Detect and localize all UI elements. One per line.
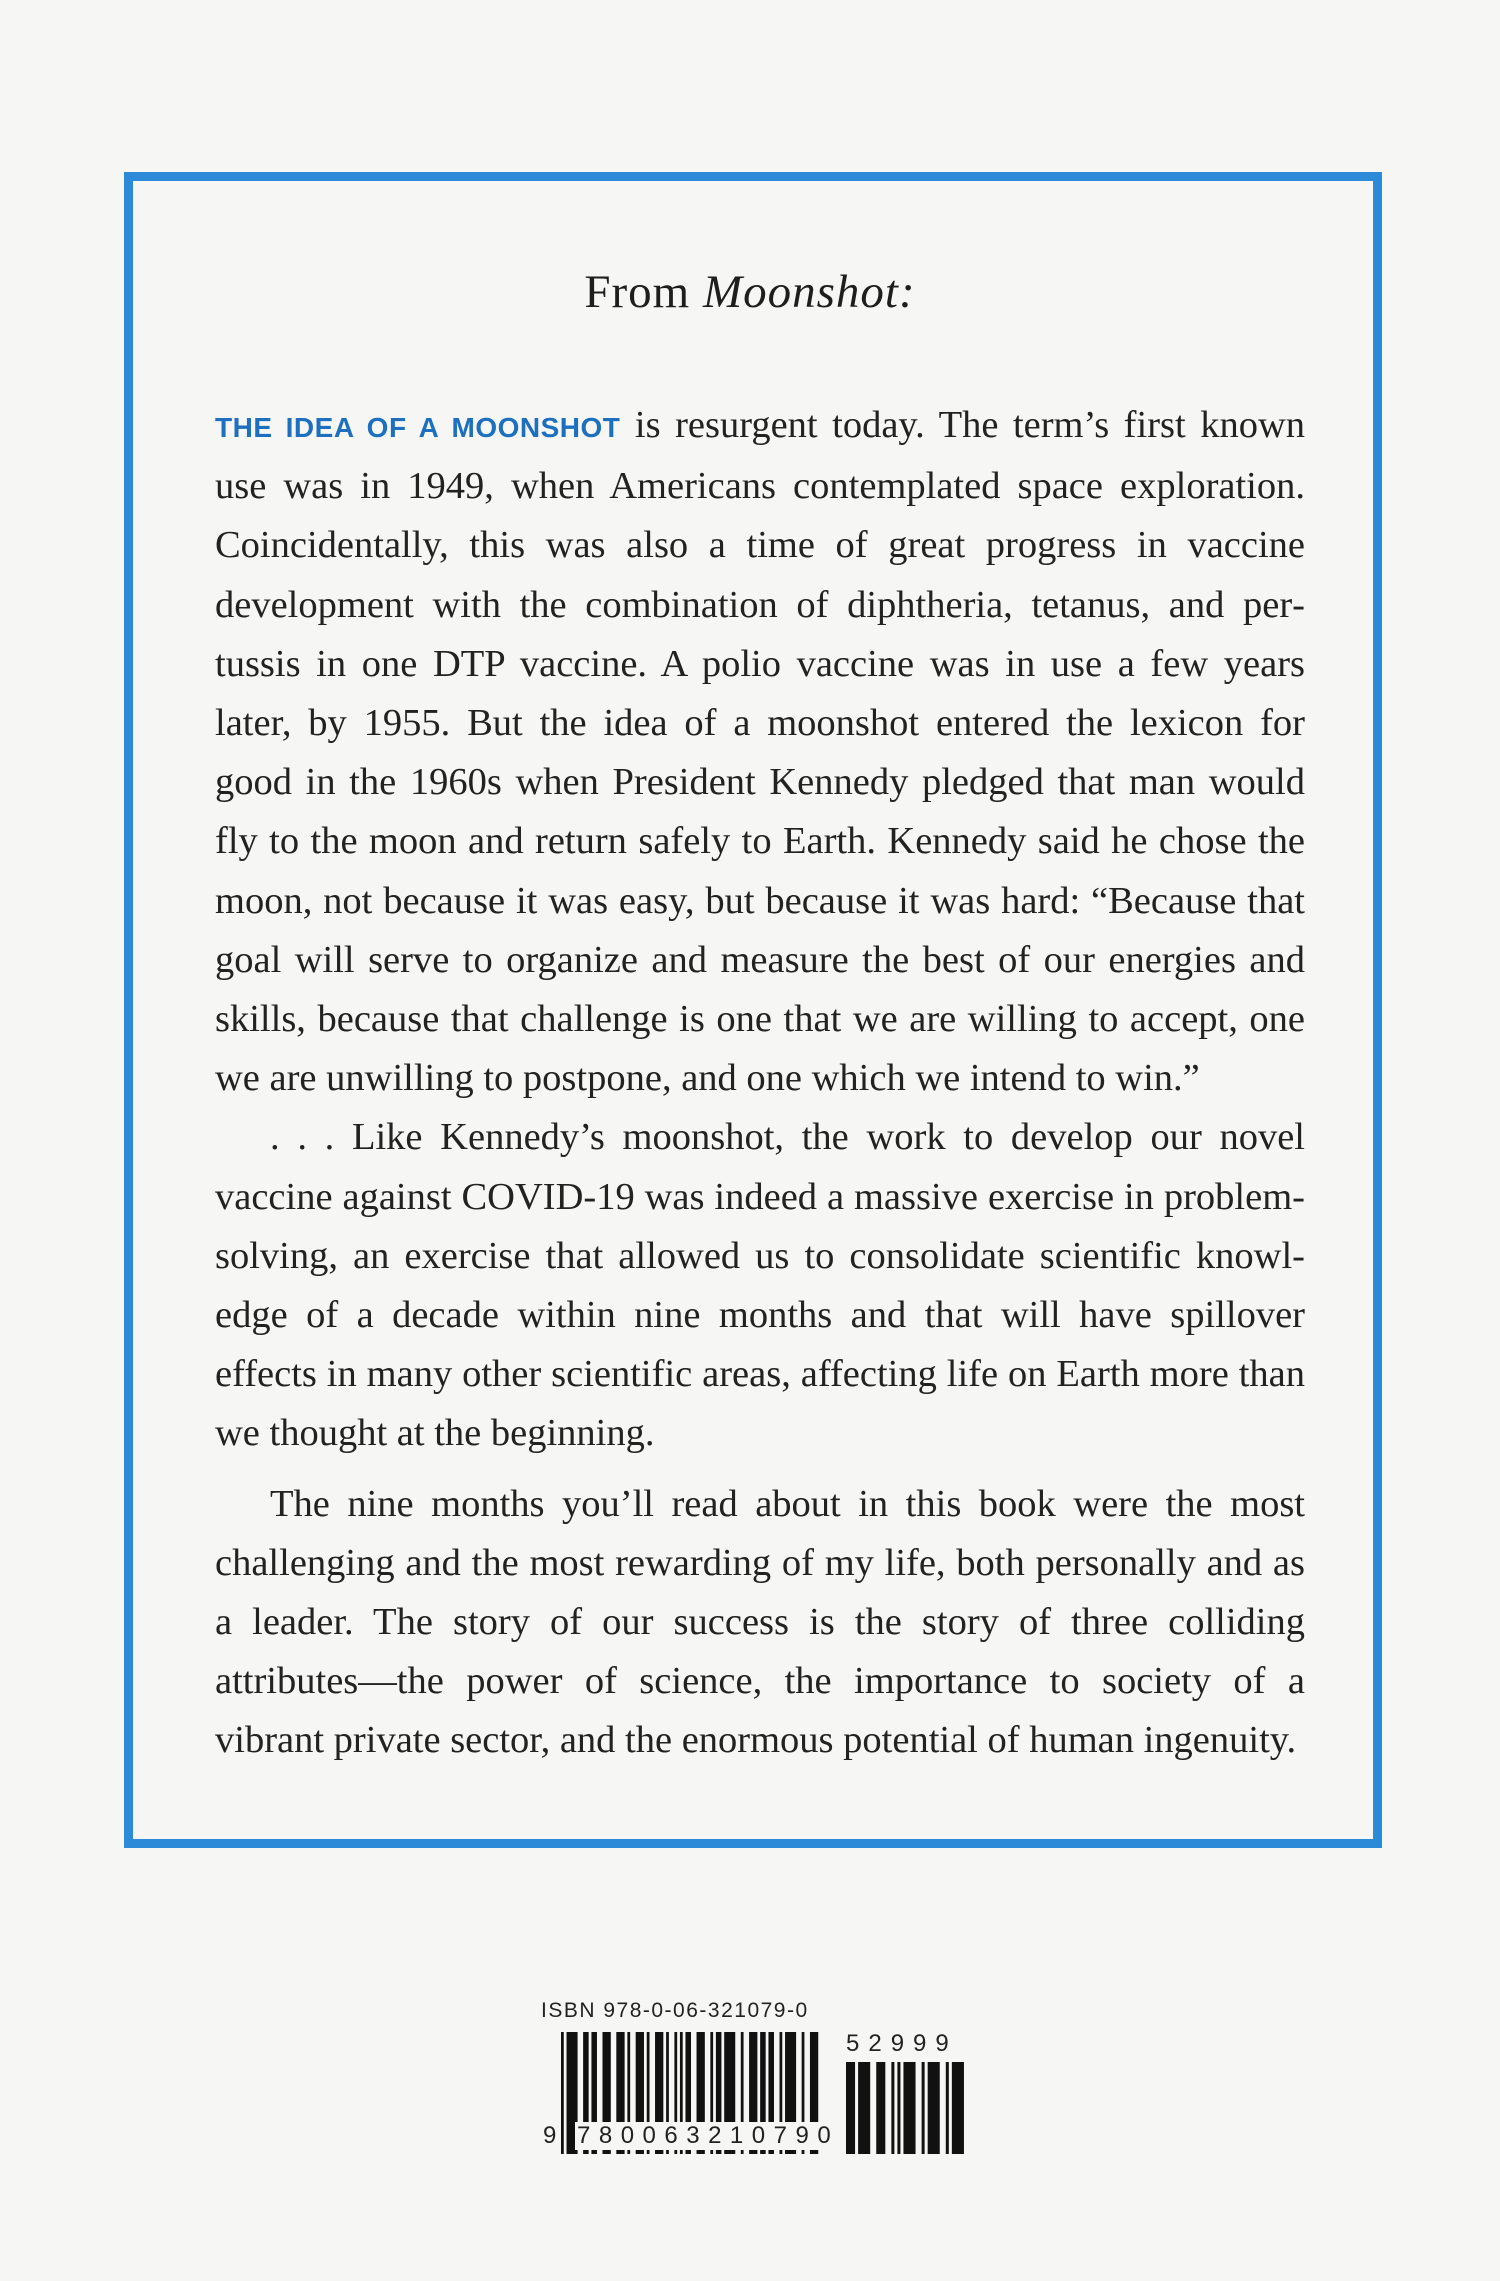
- barcode-bar: [561, 2032, 564, 2154]
- barcode-bar: [946, 2062, 949, 2154]
- barcode-bar: [928, 2062, 940, 2154]
- excerpt-paragraph-1: [215, 396, 1305, 1108]
- barcode-bar: [858, 2062, 870, 2154]
- lead-in-caps: THE IDEA OF A MOONSHOT: [215, 412, 621, 443]
- excerpt-paragraph-2: . . . Like Kennedy’s moonshot, the work to develop our novel vaccine against COVID-19 was indeed a massive exercise in problemsolving, an exercise that allowed us to consolidate scientific knowledge of a decade within nine months and that will have spillover effects in many other scientific areas, affecting life on Earth more than we thought at the beginning.: [215, 1116, 1305, 1455]
- barcode-bar: [922, 2062, 925, 2154]
- heading-prefix: From: [584, 266, 703, 318]
- book-title: Moonshot:: [702, 266, 916, 318]
- barcode-bar: [952, 2062, 964, 2154]
- excerpt-body: [215, 396, 1305, 1771]
- barcode-bar: [897, 2062, 900, 2154]
- excerpt-heading: [0, 265, 1500, 319]
- paragraph-1-text: is resurgent today. The term’s first known use was in 1949, when Americans contemplated space exploration. Coincidentally, this was also a time of great progress in vaccine development with the combination of diphtheria, tetanus, and pertussis in one DTP vaccine. A polio vaccine was in use a few years later, by 1955. But the idea of a moonshot entered the lexicon for good in the 1960s when President Kennedy pledged that man would fly to the moon and return safely to Earth. Kennedy said he chose the moon, not because it was easy, but because it was hard: “Because that goal will serve to organize and measure the best of our energies and skills, because that challenge is one that we are willing to accept, one we are unwilling to postpone, and one which we intend to win.”: [215, 404, 1305, 1100]
- barcode-bar: [876, 2062, 885, 2154]
- isbn-label: ISBN 978-0-06-321079-0: [541, 1999, 809, 2022]
- excerpt-paragraph-3: The nine months you’ll read about in this book were the most challenging and the most rewarding of my life, both personally and as a leader. The story of our success is the story of three colliding attributes—the power of science, the importance to society of a vibrant private sector, and the enormous potential of human ingenuity.: [215, 1482, 1305, 1762]
- price-addon-digits: 52999: [846, 2030, 958, 2057]
- barcode-digits: 780063210790: [577, 2122, 840, 2149]
- barcode-bar: [891, 2062, 894, 2154]
- barcode-bar: [903, 2062, 915, 2154]
- barcode-bar: [846, 2062, 855, 2154]
- barcode-addon: [846, 2062, 970, 2154]
- barcode-lead-digit: 9: [543, 2122, 557, 2149]
